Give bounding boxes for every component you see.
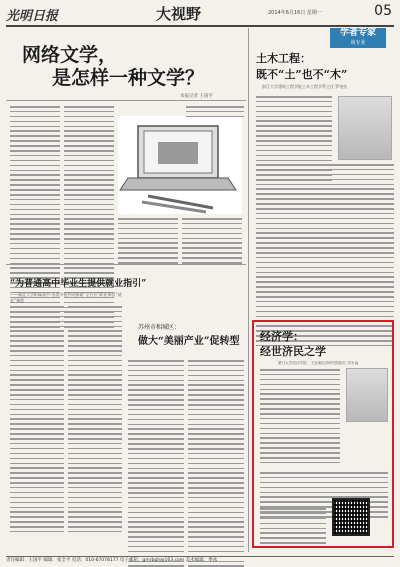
headline-civil-line1: 土木工程： xyxy=(256,52,311,65)
headline-civil-line2: 既不“土”也不“木” xyxy=(256,68,348,81)
headline-network-literature-line2: 是怎样一种文学？ xyxy=(52,67,205,89)
byline-civil: 浙江大学建筑工程学院土木工程学系主任 罗尧治 xyxy=(262,84,348,89)
author-photo-economics xyxy=(346,368,388,422)
headline-network-literature-line1: 网络文学， xyxy=(22,44,118,66)
headline-career: “为普通高中毕业生提供就业指引” xyxy=(10,279,147,289)
article-text-col4 xyxy=(182,218,242,267)
article-text-col3 xyxy=(118,218,178,267)
column-divider xyxy=(248,28,249,552)
career-text-col2 xyxy=(68,306,122,536)
issue-date: 2014年6月16日 星期一 xyxy=(268,10,322,16)
newspaper-logo: 光明日报 xyxy=(6,9,59,24)
highlighted-article-economics[interactable] xyxy=(252,320,394,548)
byline-network-literature: 本报记者 王国平 xyxy=(180,94,213,99)
qr-code[interactable] xyxy=(332,498,370,536)
divider xyxy=(6,100,246,101)
beauty-text-col2 xyxy=(188,360,244,567)
headline-economics-line1: 经济学： xyxy=(260,330,304,343)
author-photo-civil xyxy=(338,96,392,160)
section-title: 大视野 xyxy=(156,5,202,23)
pretitle-beauty: 苏州市相城区： xyxy=(138,324,181,331)
headline-economics-line2: 经世济民之学 xyxy=(260,345,326,358)
page-footer: 责任编辑：王国平 编辑：张全平 电话：010-67078177 电子邮箱：gmrbgh@163.com 美术编辑：季冰 xyxy=(6,556,394,565)
computer-books-illustration xyxy=(118,116,242,214)
economics-text-col3 xyxy=(260,508,326,547)
beauty-text-col1 xyxy=(128,360,184,567)
byline-economics: 厦门大学经济学院、王亚南经济研究院院长 洪永淼 xyxy=(278,361,359,365)
subtitle-career: ——湖北大学附属高中·各类学校共同探索“全方位”职业体验“就业”课程 xyxy=(10,292,122,303)
masthead xyxy=(6,3,394,27)
headline-beauty: 做大“美丽产业”促转型 xyxy=(138,336,240,347)
page-number: 05 xyxy=(374,3,392,19)
article-illustration xyxy=(118,116,242,214)
article-text-col5 xyxy=(186,106,244,121)
career-text-col1 xyxy=(10,306,64,536)
badge-title: 学者专家 xyxy=(339,28,376,38)
badge-subtitle: 谈专业 xyxy=(350,40,366,46)
column-badge xyxy=(330,28,386,48)
divider xyxy=(6,264,246,265)
economics-text-col1 xyxy=(260,369,340,467)
